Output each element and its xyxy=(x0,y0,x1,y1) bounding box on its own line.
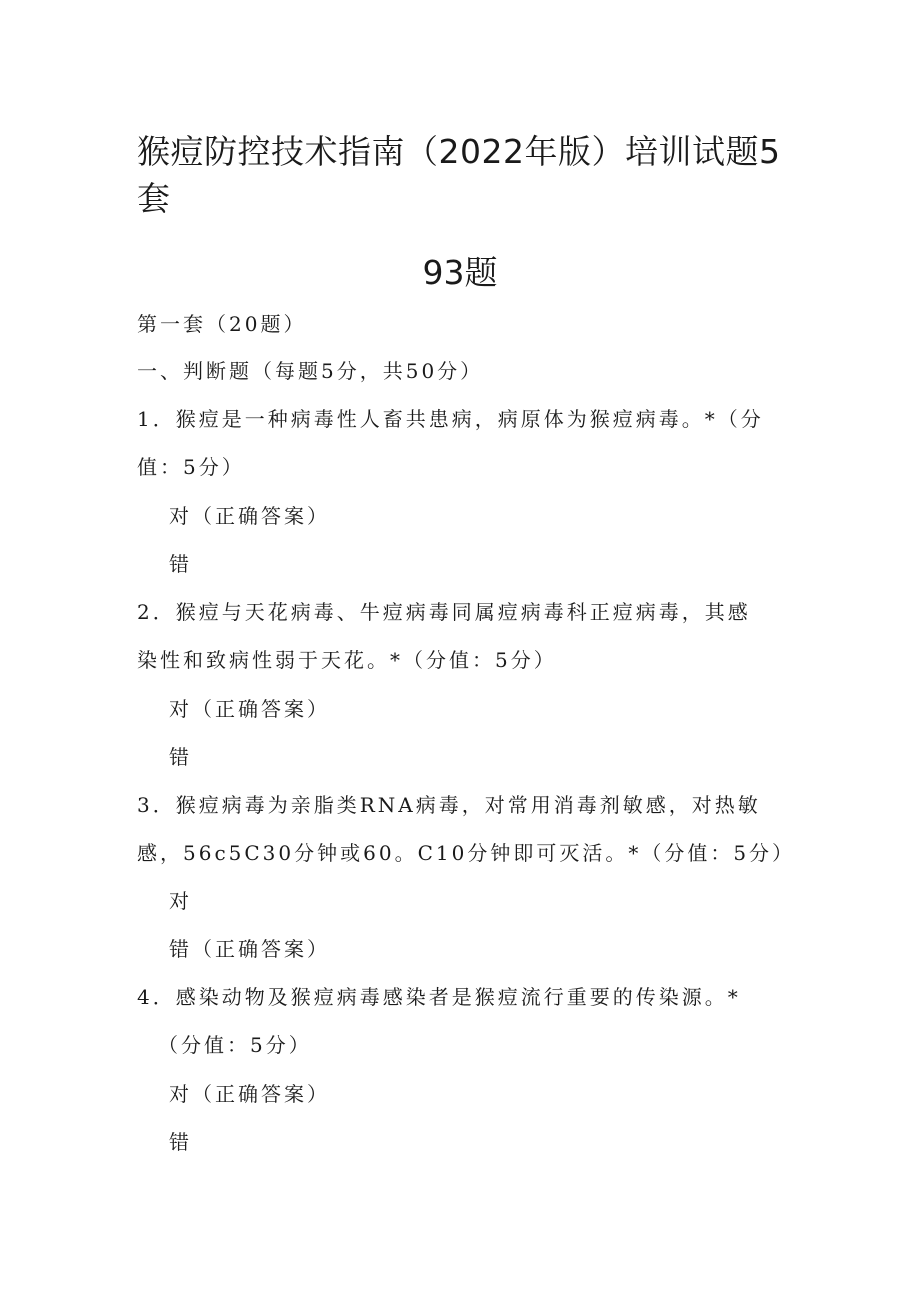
question-text-line: 3．猴痘病毒为亲脂类RNA病毒，对常用消毒剂敏感，对热敏 xyxy=(137,793,761,817)
answer-option-false[interactable]: 错（正确答案） xyxy=(169,937,330,961)
answer-option-true[interactable]: 对（正确答案） xyxy=(169,1082,330,1106)
question-text-line: 感，56c5C30分钟或60。C10分钟即可灭活。*（分值：5分） xyxy=(137,841,796,865)
answer-option-false[interactable]: 错 xyxy=(169,745,192,769)
question-text-line: 2．猴痘与天花病毒、牛痘病毒同属痘病毒科正痘病毒，其感 xyxy=(137,600,751,624)
section-heading: 一、判断题（每题5分，共50分） xyxy=(137,359,484,383)
question-text-line: 染性和致病性弱于天花。*（分值：5分） xyxy=(137,648,557,672)
question-text-line: 4．感染动物及猴痘病毒感染者是猴痘流行重要的传染源。* xyxy=(137,985,741,1009)
set-heading: 第一套（20题） xyxy=(137,312,307,336)
title-line-1: 猴痘防控技术指南（2022年版）培训试题5 xyxy=(137,132,781,171)
question-text-line: 值：5分） xyxy=(137,455,245,479)
title-line-2: 套 xyxy=(137,179,171,218)
question-text-line: 1．猴痘是一种病毒性人畜共患病，病原体为猴痘病毒。*（分 xyxy=(137,407,764,431)
question-text-line: （分值：5分） xyxy=(158,1033,312,1057)
document-title xyxy=(137,128,787,222)
answer-option-false[interactable]: 错 xyxy=(169,552,192,576)
question-count-heading: 93题 xyxy=(422,253,498,292)
answer-option-true[interactable]: 对 xyxy=(169,889,192,913)
answer-option-false[interactable]: 错 xyxy=(169,1130,192,1154)
answer-option-true[interactable]: 对（正确答案） xyxy=(169,697,330,721)
answer-option-true[interactable]: 对（正确答案） xyxy=(169,504,330,528)
